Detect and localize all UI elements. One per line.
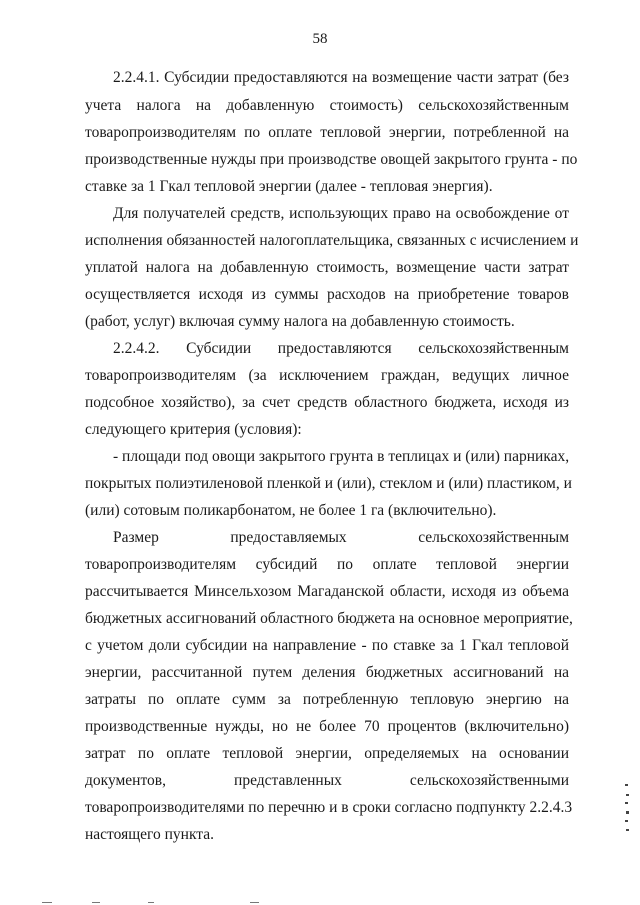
- text-line: товаропроизводителями по перечню и в сроки согласно подпункту 2.2.4.3: [85, 799, 573, 816]
- text-line: (или) сотовым поликарбонатом, не более 1 га (включительно).: [85, 502, 497, 519]
- text-line: рассчитывается Минсельхозом Магаданской области, исходя из объема: [85, 583, 569, 600]
- text-line: подсобное хозяйство), за счет средств областного бюджета, исходя из: [85, 394, 569, 411]
- text-line: бюджетных ассигнований областного бюджета на основное мероприятие,: [85, 610, 573, 627]
- text-line: 2.2.4.1. Субсидии предоставляются на возмещение части затрат (без: [113, 69, 569, 86]
- page-number: 58: [312, 31, 328, 47]
- text-line: Размер предоставляемых сельскохозяйственным: [113, 529, 569, 546]
- scan-artifact: [625, 780, 630, 840]
- text-line: энергии, рассчитанной путем деления бюджетных ассигнований на: [85, 664, 569, 681]
- text-line: покрытых полиэтиленовой пленкой и (или), стеклом и (или) пластиком, и: [85, 475, 572, 492]
- text-line: исполнения обязанностей налогоплательщика, связанных с исчислением и: [85, 232, 579, 249]
- text-line: следующего критерия (условия):: [85, 421, 302, 438]
- text-line: затрат по оплате тепловой энергии, определяемых на основании: [85, 745, 569, 762]
- text-line: товаропроизводителям по оплате тепловой энергии, потребленной на: [85, 124, 569, 141]
- text-line: затраты по оплате сумм за потребленную тепловую энергию на: [85, 691, 569, 708]
- text-line: 2.2.4.2. Субсидии предоставляются сельскохозяйственным: [113, 340, 569, 357]
- text-line: настоящего пункта.: [85, 826, 215, 843]
- text-line: уплатой налога на добавленную стоимость, возмещение части затрат: [85, 259, 569, 276]
- text-line: с учетом доли субсидии на направление - по ставке за 1 Гкал тепловой: [85, 637, 569, 654]
- text-line: товаропроизводителям субсидий по оплате тепловой энергии: [85, 556, 569, 573]
- text-line: производственные нужды при производстве овощей закрытого грунта - по: [85, 151, 578, 168]
- scan-artifact: [250, 902, 259, 903]
- text-line: - площади под овощи закрытого грунта в теплицах и (или) парниках,: [113, 448, 570, 465]
- text-line: осуществляется исходя из суммы расходов на приобретение товаров: [85, 286, 569, 303]
- text-line: учета налога на добавленную стоимость) сельскохозяйственным: [85, 97, 569, 114]
- scan-artifact: [92, 902, 100, 903]
- text-line: (работ, услуг) включая сумму налога на добавленную стоимость.: [85, 313, 515, 330]
- text-line: документов, представленных сельскохозяйственными: [85, 772, 569, 789]
- text-line: производственные нужды, но не более 70 процентов (включительно): [85, 718, 569, 735]
- text-line: товаропроизводителям (за исключением граждан, ведущих личное: [85, 367, 569, 384]
- text-line: Для получателей средств, использующих право на освобождение от: [113, 205, 569, 222]
- scan-artifact: [42, 902, 52, 903]
- scan-artifact: [148, 902, 154, 903]
- text-line: ставке за 1 Гкал тепловой энергии (далее - тепловая энергия).: [85, 178, 493, 195]
